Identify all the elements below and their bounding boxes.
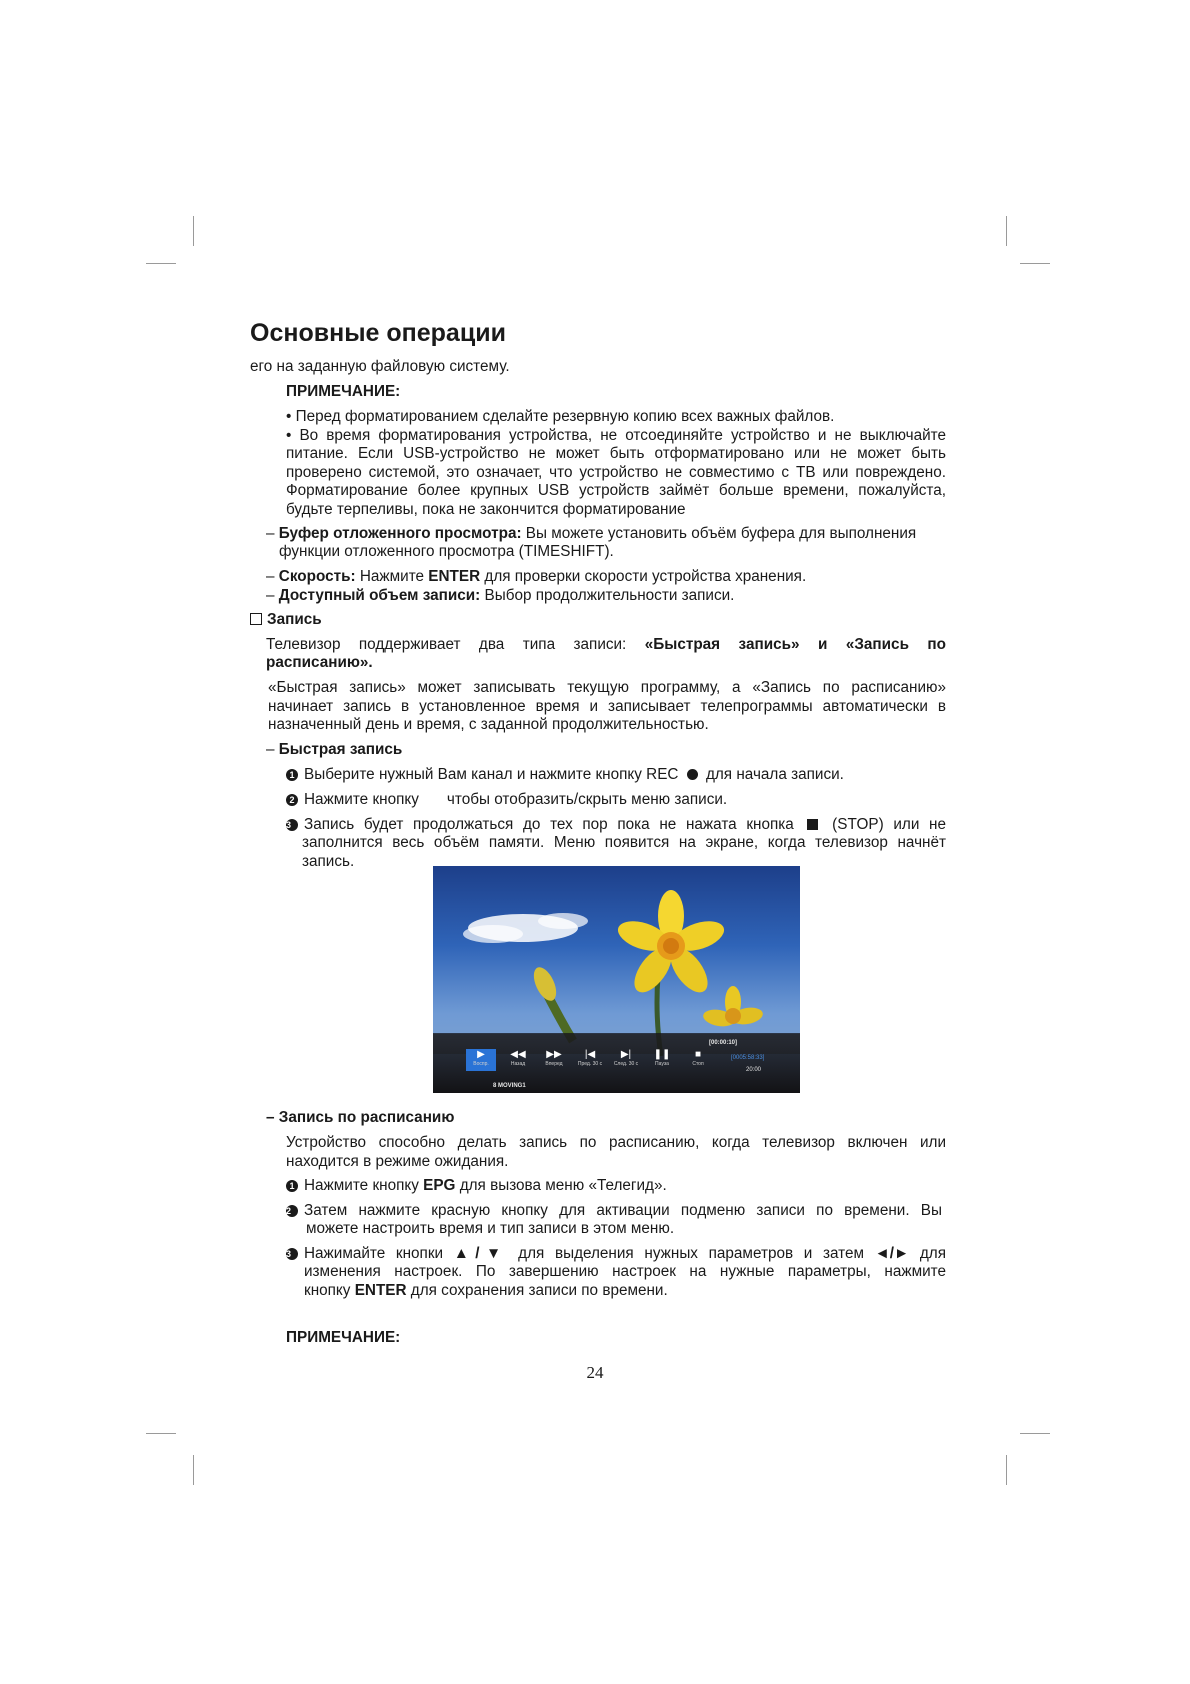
option-buffer: – Буфер отложенного просмотра: Вы можете установить объём буфера для выполнения [266, 525, 917, 542]
quick-step-3-cont: запись. [302, 853, 355, 870]
step-number: 2 [286, 794, 298, 806]
note-bullet: • Во время форматирования устройства, не отсоединяйте устройство и не выключайте [286, 427, 946, 444]
pause-button[interactable]: ❚❚ Пауза [653, 1049, 671, 1067]
schedule-intro: Устройство способно делать запись по расписанию, когда телевизор включен или [286, 1134, 946, 1151]
tv-recording-screenshot [433, 866, 800, 1093]
schedule-step-1: 1 Нажмите кнопку EPG для вызова меню «Телегид». [286, 1177, 667, 1195]
note-text-line: питание. Если USB-устройство не может быть отформатировано или не может быть [286, 445, 946, 462]
note-text-line: проверено системой, это означает, что устройство не совместимо с ТВ или повреждено. [286, 464, 946, 481]
intro-line: его на заданную файловую систему. [250, 358, 510, 375]
page-number: 24 [586, 1363, 604, 1382]
remaining-time: [0005:58:33] [731, 1055, 765, 1061]
prev-30s-button[interactable]: |◀ Пред. 30 с [577, 1049, 603, 1067]
schedule-step-2: 2 Затем нажмите красную кнопку для активации подменю записи по времени. Вы [286, 1202, 942, 1219]
note-text-line: будьте терпеливы, пока не закончится форматирование [286, 501, 686, 518]
record-dot-icon [687, 769, 698, 780]
quick-record-heading: – Быстрая запись [266, 741, 403, 758]
record-intro-cont: расписанию». [266, 654, 373, 671]
note-heading: ПРИМЕЧАНИЕ: [286, 383, 401, 400]
step-number: 1 [286, 1180, 298, 1192]
schedule-step-3: 3 Нажимайте кнопки ▲/▼ для выделения нужных параметров и затем ◄/► для [286, 1245, 946, 1262]
record-desc-line: назначенный день и время, с заданной продолжительностью. [268, 716, 709, 733]
step-number: 3 [286, 1248, 298, 1260]
record-intro: Телевизор поддерживает два типа записи: «Быстрая запись» и «Запись по [266, 636, 946, 653]
schedule-heading: – Запись по расписанию [266, 1109, 455, 1126]
fast-forward-button[interactable]: ▶▶ Вперед [545, 1049, 563, 1067]
schedule-step-2-cont: можете настроить время и тип записи в этом меню. [306, 1220, 675, 1237]
stop-square-icon [807, 819, 818, 830]
elapsed-time: [00:00:10] [709, 1040, 738, 1046]
note-heading-2: ПРИМЕЧАНИЕ: [286, 1329, 401, 1346]
step-number: 1 [286, 769, 298, 781]
clock-time: 20:00 [746, 1067, 762, 1073]
quick-step-2: 2 Нажмите кнопку чтобы отобразить/скрыть меню записи. [286, 791, 727, 809]
recording-control-bar [433, 1033, 800, 1093]
quick-step-3: 3 Запись будет продолжаться до тех пор пока не нажата кнопка (STOP) или не [286, 816, 947, 833]
next-30s-button[interactable]: ▶| След. 30 с [613, 1049, 639, 1067]
step-number: 3 [286, 819, 298, 831]
page-title: Основные операции [250, 319, 506, 347]
play-button[interactable]: ▶ Воспр. [466, 1049, 496, 1071]
quick-step-1: 1 Выберите нужный Вам канал и нажмите кнопку REC для начала записи. [286, 766, 844, 784]
stop-button[interactable]: ■ Стоп [692, 1049, 704, 1067]
record-desc-line: начинает запись в установленное время и записывает телепрограммы автоматически в [268, 698, 946, 715]
option-speed: – Скорость: Нажмите ENTER для проверки скорости устройства хранения. [266, 568, 807, 585]
option-available: – Доступный объем записи: Выбор продолжительности записи. [266, 587, 735, 604]
schedule-step-3-cont: изменения настроек. По завершению настроек на нужные параметры, нажмите [304, 1263, 946, 1280]
schedule-step-3-cont: кнопку ENTER для сохранения записи по времени. [304, 1282, 668, 1299]
schedule-intro-cont: находится в режиме ожидания. [286, 1153, 509, 1170]
rewind-button[interactable]: ◀◀ Назад [510, 1049, 526, 1067]
checkbox-icon [250, 613, 262, 625]
quick-step-3-cont: заполнится весь объём памяти. Меню появится на экране, когда телевизор начнёт [302, 834, 946, 851]
record-desc-line: «Быстрая запись» может записывать текущую программу, а «Запись по расписанию» [268, 679, 946, 696]
record-heading: Запись [250, 611, 322, 629]
step-number: 2 [286, 1205, 298, 1217]
channel-name: 8 MOVING1 [493, 1083, 526, 1089]
option-buffer-cont: функции отложенного просмотра (TIMESHIFT). [279, 543, 614, 560]
note-text-line: Форматирование более крупных USB устройств займёт больше времени, пожалуйста, [286, 482, 946, 499]
note-bullet: • Перед форматированием сделайте резервную копию всех важных файлов. [286, 408, 835, 425]
